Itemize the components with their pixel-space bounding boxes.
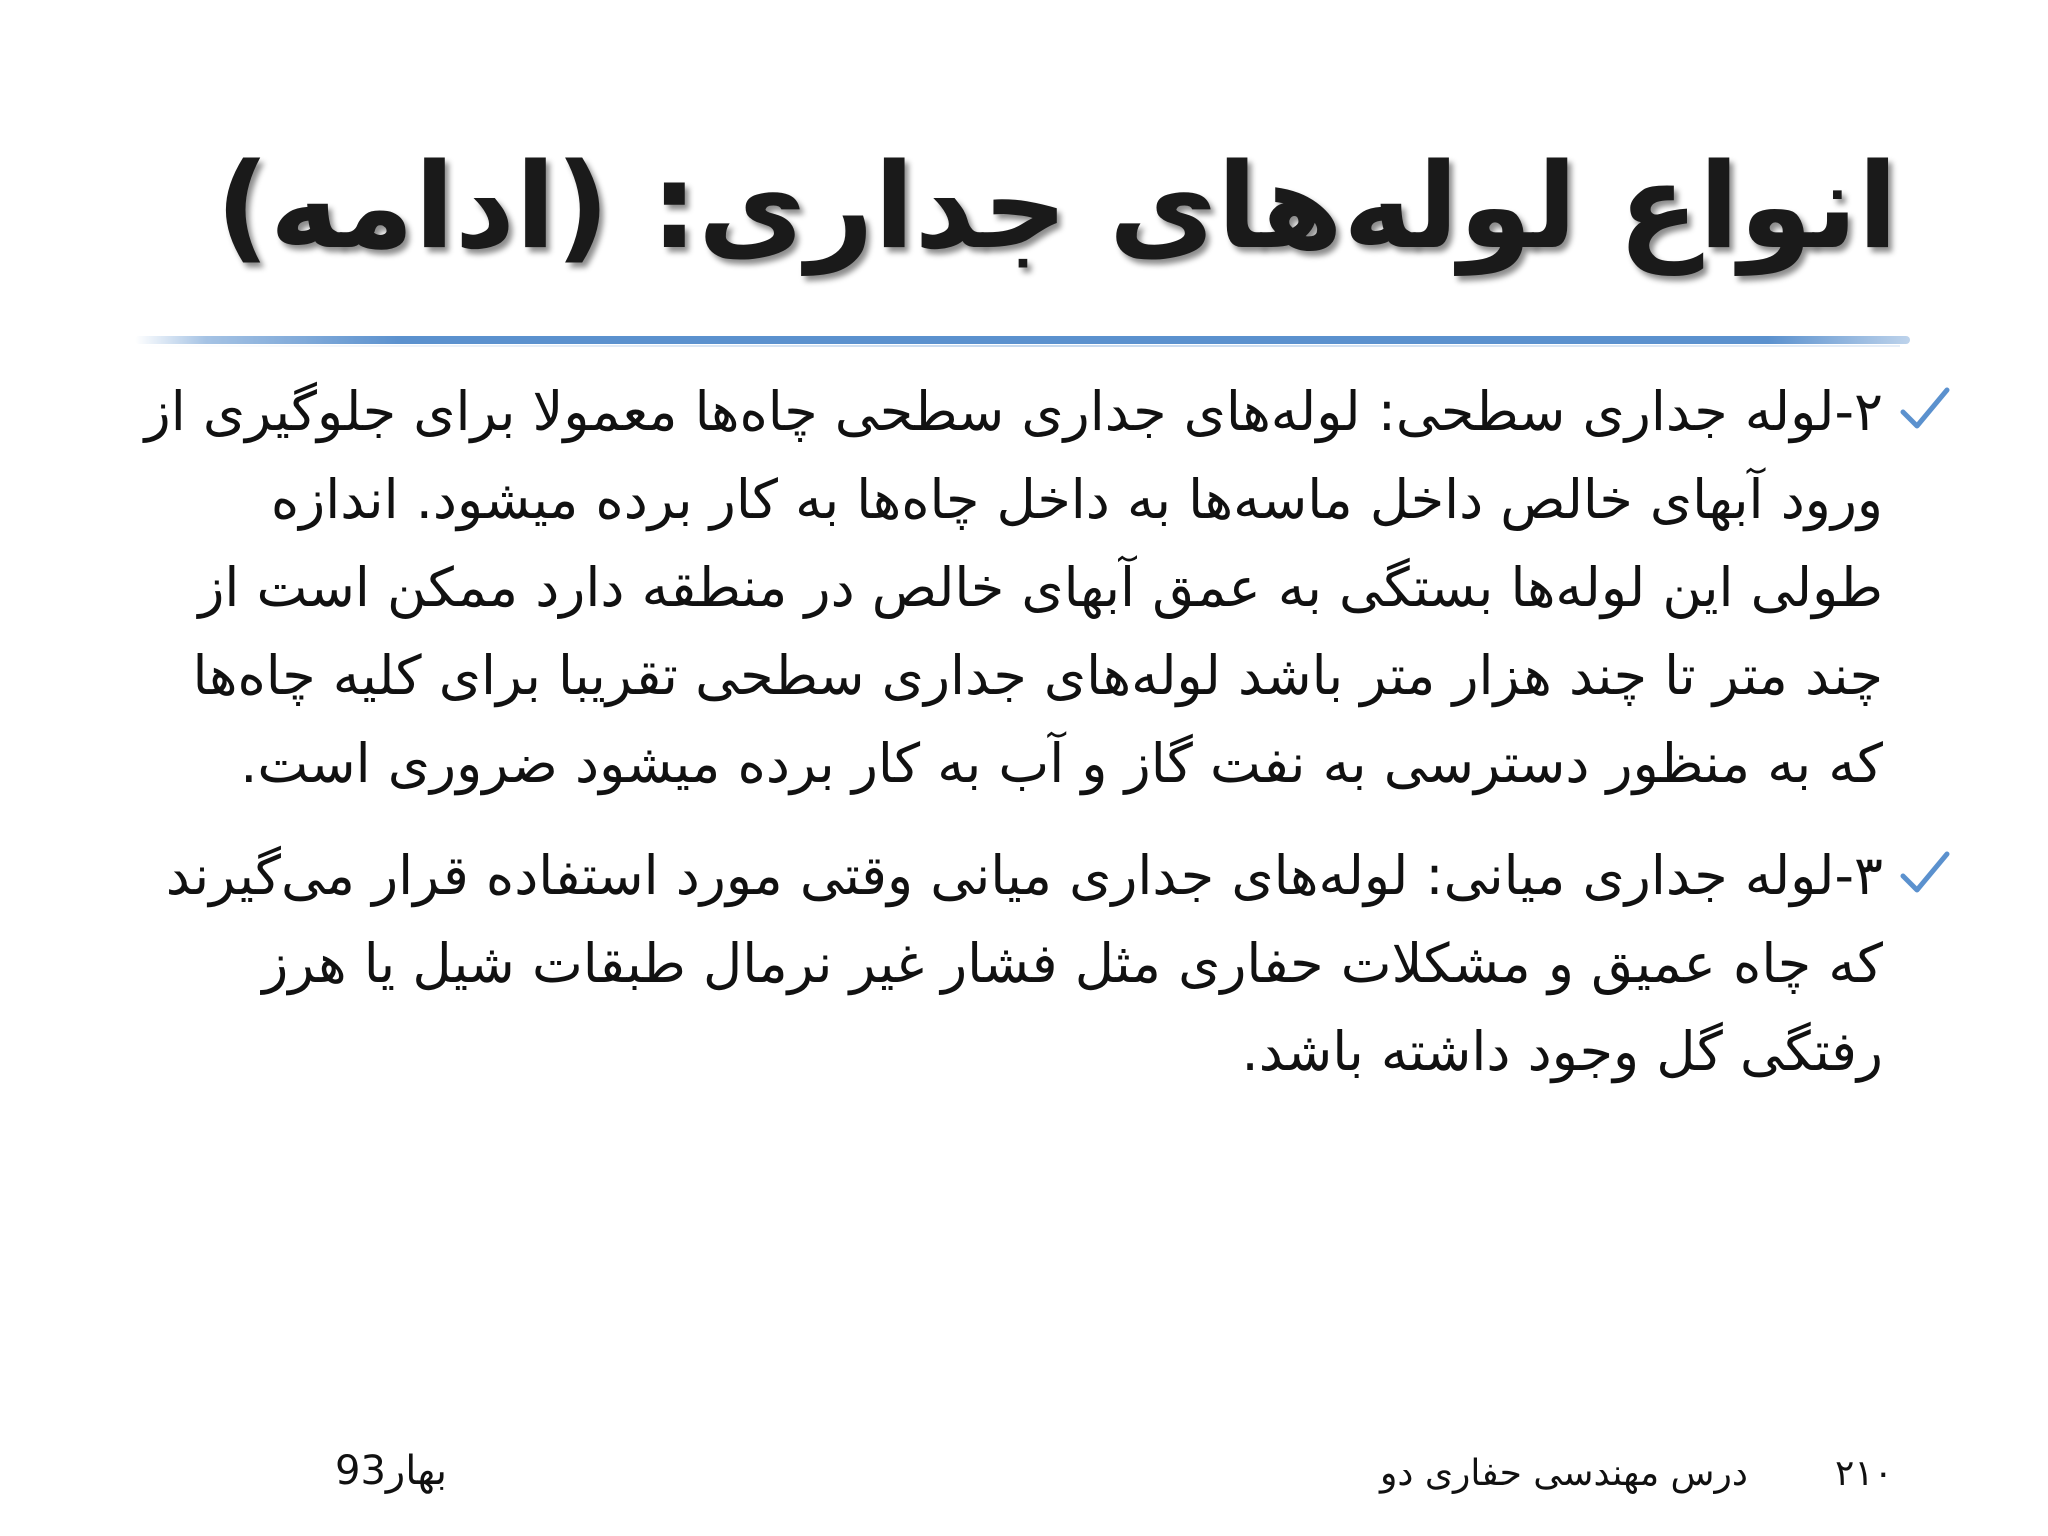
slide-title: انواع لوله‌های جداری: (ادامه) bbox=[215, 137, 1898, 275]
bullet-text: ۳-لوله جداری میانی: لوله‌های جداری میانی وقتی مورد استفاده قرار می‌گیرند که چاه عمیق و مشکلات حفاری مثل فشار غیر نرمال طبقات شیل یا هرز رفتگی گل وجود داشته باشد. bbox=[165, 844, 1883, 1083]
footer-page-number: ۲۱۰ bbox=[1834, 1453, 1893, 1494]
title-underline-shadow bbox=[140, 345, 1900, 347]
bullet-item bbox=[123, 368, 1953, 808]
checkmark-icon bbox=[1897, 846, 1953, 902]
footer-course-title: درس مهندسی حفاری دو bbox=[1380, 1453, 1748, 1494]
bullet-text: ۲-لوله جداری سطحی: لوله‌های جداری سطحی چاه‌ها معمولا برای جلوگیری از ورود آبهای خالص داخل ماسه‌ها به داخل چاه‌ها به کار برده میشود. اندازه طولی این لوله‌ها بستگی به عمق آبهای خالص در منطقه دارد ممکن است از چند متر تا چند هزار متر باشد لوله‌های جداری سطحی تقریبا برای کلیه چاه‌ها که به منظور دسترسی به نفت گاز و آب به کار برده میشود ضروری است. bbox=[144, 380, 1883, 795]
bullet-list bbox=[123, 368, 1953, 1120]
title-underline bbox=[135, 336, 1910, 344]
checkmark-icon bbox=[1897, 382, 1953, 438]
footer-semester: بهار93 bbox=[335, 1448, 447, 1494]
bullet-item bbox=[123, 832, 1953, 1096]
